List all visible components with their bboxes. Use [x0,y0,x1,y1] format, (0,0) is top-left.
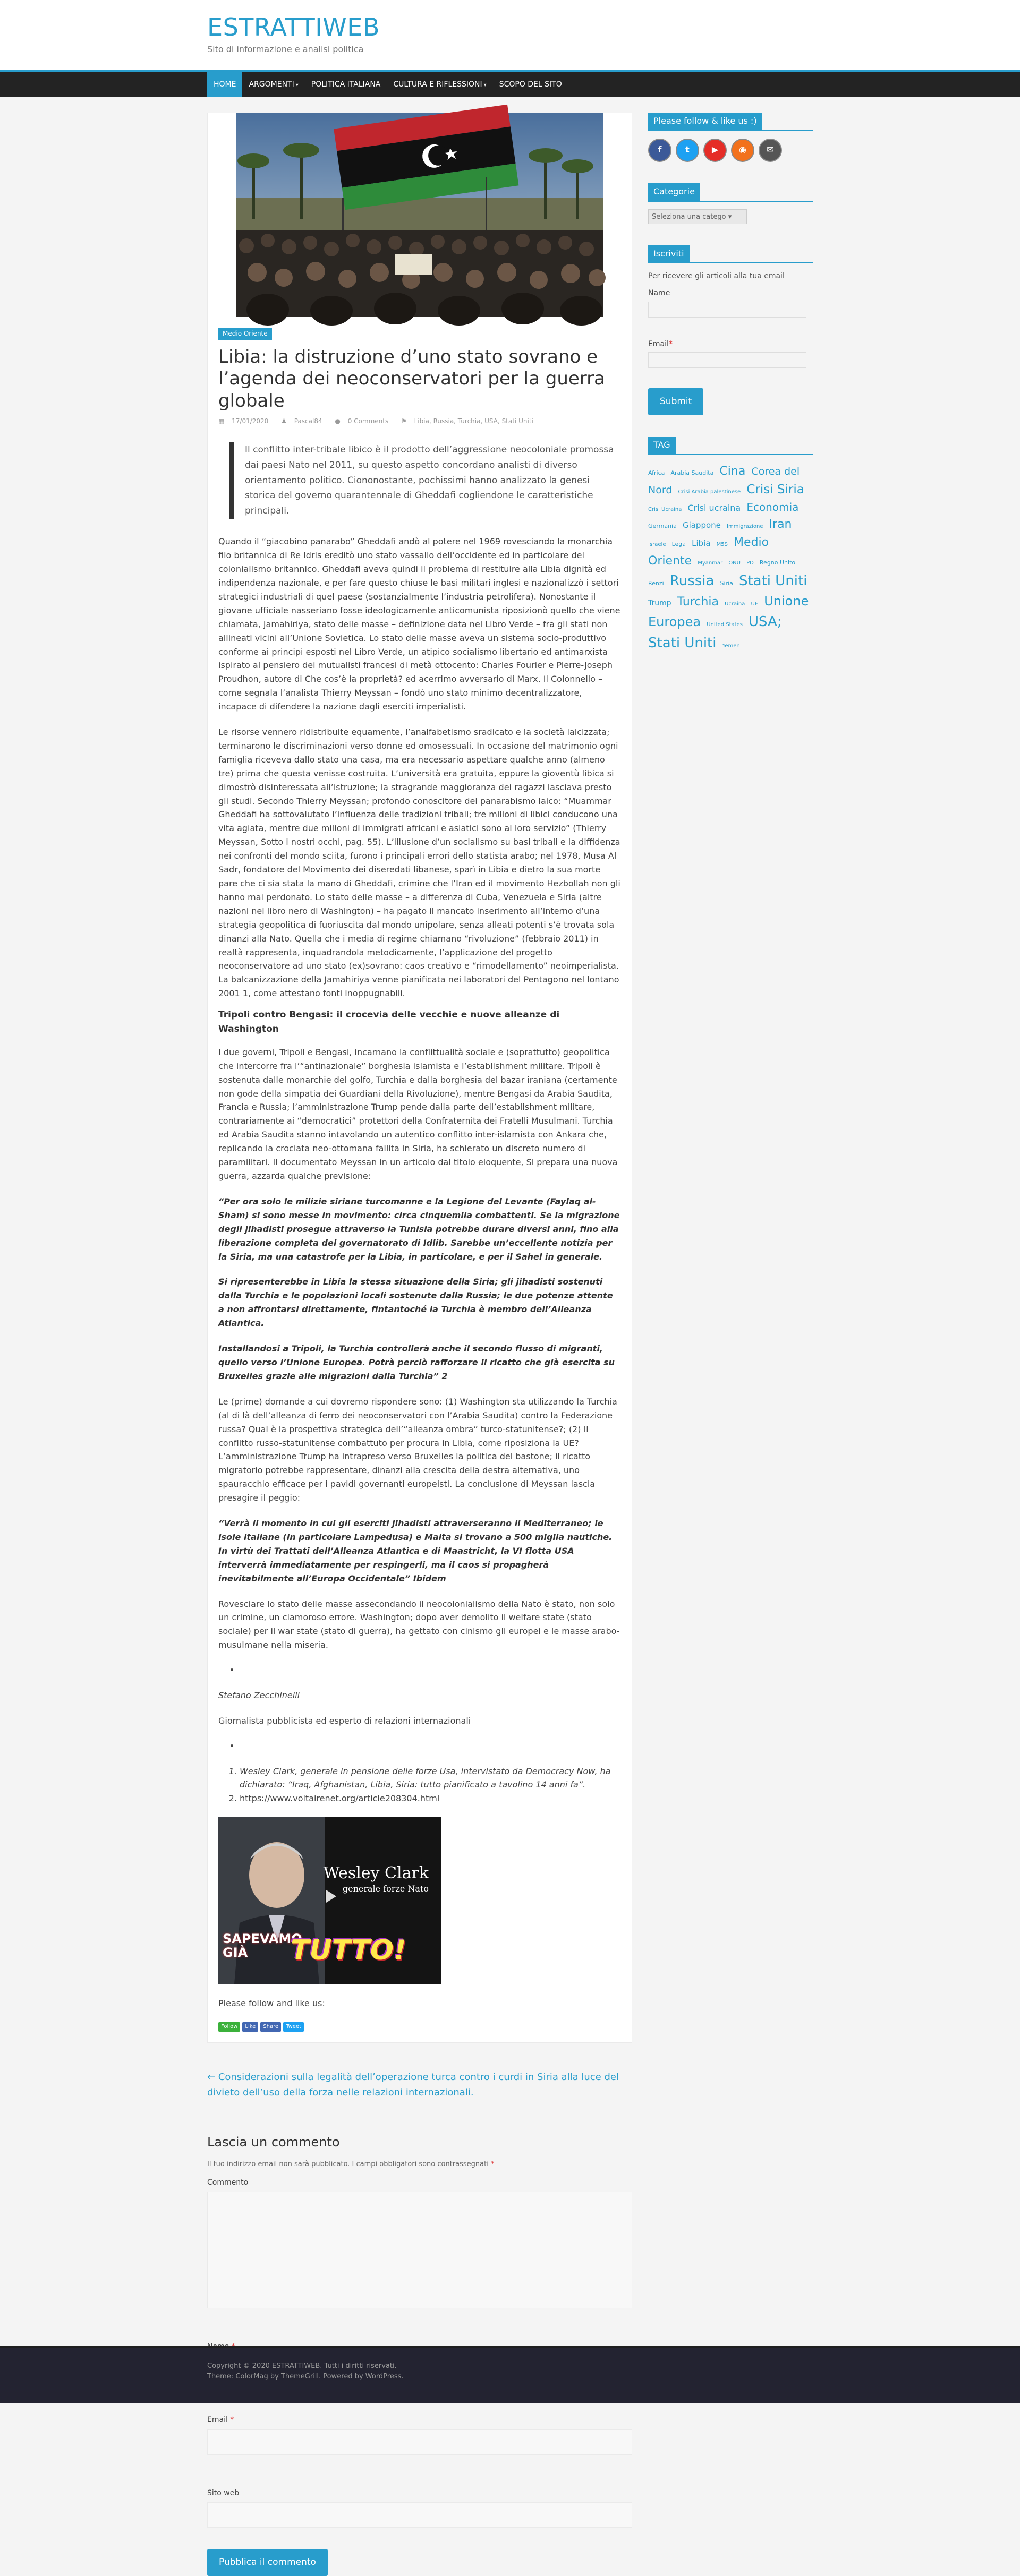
lead-quote: Il conflitto inter-tribale libico è il prodotto dell’aggressione neocoloniale promossa dai paesi Nato nel 2011, su questo aspetto concordano analisti di diverso orientamento politico. Ciononostante, pochissimi hanno analizzato la genesi storica del governo quarantennale di Gheddafi cogliendone le caratteristiche principali. [229,442,621,519]
facebook-share-button[interactable]: Share [260,2022,281,2032]
social-icons [648,139,813,162]
theme-credit: Theme: ColorMag by ThemeGrill. Powered by WordPress. [207,2372,404,2381]
tag-link[interactable]: United States [707,622,743,628]
tag-link[interactable]: Medio Oriente [648,536,769,568]
follow-email-button[interactable]: Follow [218,2022,240,2032]
subscribe-email-label: Email* [648,339,673,348]
tag-cloud [648,463,813,654]
section-heading: Tripoli contro Bengasi: il crocevia delle vecchie e nuove alleanze di Washington [218,1009,560,1034]
comment-textarea[interactable] [207,2192,632,2308]
date-meta[interactable]: ▦ 17/01/2020 [218,417,269,425]
prev-post-link[interactable]: ← Considerazioni sulla legalità dell’operazione turca contro i curdi in Siria alla luce del divieto dell’uso della forza nelle relazioni internazionali. [207,2071,619,2098]
featured-image[interactable] [236,113,604,317]
tag-link[interactable]: Crisi Arabia palestinese [678,489,741,495]
tag-link[interactable]: Germania [648,523,677,530]
paragraph: Le risorse vennero ridistribuite equamente, l’analfabetismo sradicato e la società laicizzata; terminarono le discriminazioni verso donne ed omosessuali. In occasione del matrimonio ogni famiglia riceveva dallo stato una casa, ma era necessario aspettare qualche anno (almeno tre) prima che questa venisse costruita. L’università era gratuita, eppure la gioventù libica si dimostrò disinteressata all’istruzione; la stragrande maggioranza dei ragazzi lasciava presto gli studi. Secondo Thierry Meyssan; profondo conoscitore del panarabismo laico: “Muammar Gheddafi ha sottovalutato l’influenza delle tradizioni tribali; tre milioni di libici conducono una vita agiata, mentre due milioni di immigrati africani e asiatici sono al loro servizio” (Thierry Meyssan, Sotto i nostri occhi, pag. 55). L’illusione d’un socialismo su basi tribali e la diffidenza nei confronti del mondo sciita, furono i principali errori dello statista arabo; nel 1978, Musa Al Sadr, fondatore del Movimento dei diseredati libanese, sparì in Libia e dietro la sua morte pare che ci sia stata la mano di Gheddafi, crimine che l’Iran ed il movimento Hezbollah non gli hanno mai perdonato. Lo stato delle masse – a differenza di Cuba, Venezuela e Siria (altre nazioni nel libro nero di Washington) – ha pagato il mancato inserimento all’interno d’una strategia geopolitica di fuoriuscita dal mondo unipolare, senza alleati potenti s’è trovata sola dinanzi alla Nato. Quella che i media di regime chiamano “rivoluzione” (febbraio 2011) in realtà rappresenta, inquadrandola metodicamente, l’applicazione del progetto neoconservatore ad uno stato (ex)sovrano: caos creativo e “rimodellamento” neoimperialista. La balcanizzazione della Jamahiriya venne pianificata nei laboratori del Pentagono nel lontano 2001 1, come attestano fonti inoppugnabili. [218,727,620,999]
nav-item-cultura[interactable]: CULTURA E RIFLESSIONI ▾ [393,80,487,89]
email-label: Email * [207,2416,234,2425]
tag-link[interactable]: Immigrazione [727,524,763,530]
subscribe-name-input[interactable] [648,302,806,318]
category-badge[interactable]: Medio Oriente [218,328,272,340]
tag-link[interactable]: Lega [672,541,686,548]
site-description: Sito di informazione e analisi politica [207,44,364,54]
quote-paragraph: Installandosi a Tripoli, la Turchia controllerà anche il secondo flusso di migranti, quello verso l’Unione Europea. Potrà perciò rafforzare il ricatto che già esercita su Bruxelles grazie alle migrazioni dalla Turchia” 2 [218,1343,615,1381]
empty-bullet-list [240,1740,621,1753]
tag-link[interactable]: Giappone [682,520,721,530]
paragraph: Quando il “giacobino panarabo” Gheddafi andò al potere nel 1969 rovesciando la monarchia filo britannica di Re Idris ereditò uno stato vassallo dell’occidente ed in particolare del colonialismo britannico. Gheddafi aveva quindi il problema di restituire alla Libia dignità ed indipendenza nazionale, e per fare questo chiuse le basi militari inglesi e nazionalizzò i settori strategici industriali di quel paese (sostanzialmente l’industria petrolifera). Nonostante il giovane ufficiale nasseriano fosse ideologicamente anticomunista riposizionò quello che viene chiamata, Jamahiriya, stato delle masse – definizione data nel Libro Verde – fra gli stati non allineati vicini all’Unione Sovietica. Lo stato delle masse aveva un sistema socio-produttivo conforme ai principi esposti nel Libro Verde, un atipico socialismo libertario ed antimarxista ispirato al pensiero dei mutualisti francesi di metà ottocento: Charles Fourier e Pierre-Joseph Proudhon, autore di Che cos’è la proprietà? ed acerrimo avversario di Marx. Il Colonnello – come segnala l’analista Thierry Meyssan – fondò uno stato minimo decentralizzatore, incapace di difendere la nazione dagli eserciti imperialisti. [218,536,620,712]
website-input[interactable] [207,2502,632,2528]
video-subtitle: generale forze Nato [342,1884,429,1894]
tag-link[interactable]: Libia [692,538,711,549]
tag-widget-title: TAG [648,437,676,454]
nav-item-home[interactable]: HOME [207,72,242,97]
site-title[interactable]: ESTRATTIWEB [207,13,380,41]
author-name: Stefano Zecchinelli [218,1690,300,1700]
footnote: 1. Wesley Clark, generale in pensione delle forze Usa, intervistato da Democracy Now, ha dichiarato: “Iraq, Afghanistan, Libia, Siria: tutto pianificato a tavolino 14 anni fa”. [240,1765,621,1792]
tag-link[interactable]: Regno Unito [759,559,796,566]
nav-item-politica-italiana[interactable]: POLITICA ITALIANA [311,80,381,89]
content-area [0,97,1020,2576]
tag-link[interactable]: Siria [720,579,733,587]
chevron-down-icon: ▾ [728,212,732,221]
subscribe-desc: Per ricevere gli articoli alla tua email [648,272,785,281]
quote-paragraph: Si ripresenterebbe in Libia la stessa situazione della Siria; gli jihadisti sostenuti dalla Turchia e le popolazioni locali sostenute dalla Russia; le due potenze attente a non affrontarsi direttamente, fintantoché la Turchia è membro dell’Alleanza Atlantica. [218,1277,613,1329]
paragraph: Le (prime) domande a cui dovremo rispondere sono: (1) Washington sta utilizzando la Turchia (al di là dell’alleanza di ferro dei neoconservatori con l’Arabia Saudita) contro la Federazione russa? Qual è la prospettiva strategica dell’“alleanza ombra” turco-statunitense?; (2) Il conflitto russo-statunitense combattuto per procura in Libia, come riposiziona la UE? L’amministrazione Trump ha intrapreso verso Bruxelles la politica del bastone; il ricatto migratorio potrebbe rappresentare, dinanzi alla crescita della destra alternativa, uno spauracchio efficace per i pavidi governanti europeisti. La conclusione di Meyssan lascia presagire il peggio: [218,1396,617,1503]
nav-item-scopo[interactable]: SCOPO DEL SITO [499,80,562,89]
tag-link[interactable]: Africa [648,469,665,476]
comment-heading: Lascia un commento [207,2135,340,2150]
twitter-icon[interactable]: t [676,139,699,162]
quote-paragraph: “Verrà il momento in cui gli eserciti jihadisti attraverseranno il Mediterraneo; le isole italiane (in particolare Lampedusa) e Malta si trovano a 500 miglia nautiche. In virtù dei Trattati dell’Alleanza Atlantica e di Maastricht, la VI flotta USA interverrà immediatamente per respingerli, ma il caos si propagherà inevitabilmente all’Europa Occidentale” Ibidem [218,1518,613,1584]
categories-widget-title: Categorie [648,183,700,201]
sidebar [648,113,813,675]
footnote-link[interactable]: 2. https://www.voltairenet.org/article208304.html [240,1792,621,1805]
subscribe-name-label: Name [648,289,670,298]
email-icon[interactable]: ✉ [759,139,782,162]
tag-link[interactable]: Yemen [722,643,740,649]
tag-link[interactable]: Crisi Siria [746,482,804,497]
facebook-icon[interactable]: f [648,139,672,162]
tag-link[interactable]: Myanmar [698,560,723,566]
footnotes [240,1765,621,1805]
tag-link[interactable]: Crisi ucraina [687,503,741,514]
subscribe-submit-button[interactable]: Submit [648,388,703,415]
chevron-down-icon: ▾ [295,82,299,88]
subscribe-email-input[interactable] [648,352,806,368]
categories-select[interactable]: Seleziona una catego ▾ [648,209,747,224]
tag-icon: ⚑ [401,417,409,425]
libya-crowd-image [236,113,604,317]
tag-link[interactable]: Renzi [648,579,664,587]
email-input[interactable] [207,2429,632,2455]
post-navigation [207,2059,632,2112]
tag-link[interactable]: Russia [669,572,715,589]
submit-comment-button[interactable]: Pubblica il commento [207,2549,328,2575]
empty-bullet-list [240,1664,621,1677]
user-icon: ♟ [281,417,289,425]
tag-link[interactable]: Arabia Saudita [670,469,714,476]
primary-column [207,113,632,2576]
author-role: Giornalista pubblicista ed esperto di relazioni internazionali [218,1715,471,1726]
tag-link[interactable]: Turchia [677,595,719,609]
tag-link[interactable]: Trump [648,598,672,607]
comment-note: Il tuo indirizzo email non sarà pubblicato. I campi obbligatori sono contrassegnati * [207,2160,495,2168]
closing-paragraph: Rovesciare lo stato delle masse assecondando il neocolonialismo della Nato è stato, non solo un crimine, un clamoroso errore. Washington; dopo aver demolito il welfare state (stato sociale) per il war state (stato di guerra), ha gettato con cinismo gli europei e le masse arabo-musulmane nella miseria. [218,1598,620,1650]
tag-link[interactable]: M5S [716,542,728,548]
video-thumbnail[interactable] [218,1817,441,1984]
video-name: Wesley Clark [323,1864,429,1883]
main-navigation [0,72,1020,97]
tag-link[interactable]: Iran [769,518,792,532]
subscribe-widget-title: Iscriviti [648,245,690,263]
article-title: Libia: la distruzione d’uno stato sovrano e l’agenda dei neoconservatori per la guerra globale [218,346,605,412]
paragraph: I due governi, Tripoli e Bengasi, incarnano la conflittualità sociale e (soprattutto) geopolitica che intercorre fra l’“antinazionale” borghesia islamista e l’establishment militare. Tripoli è sostenuta dalle monarchie del golfo, Turchia e dalla borghesia del bazar iraniana (certamente non gode della simpatia dei Guardiani della Rivoluzione), mentre Bengasi da Arabia Saudita, Francia e Russia; l’amministrazione Trump pende dalla parte dell’establishment militare, contrariamente ai “democratici” protettori della Confraternita dei Fratelli Musulmani. Turchia ed Arabia Saudita stanno intavolando un autentico conflitto inter-islamista con Ankara che, replicando la crociata neo-ottomana fallita in Siria, ha schierato un discreto numero di paramilitari. Il documentato Meyssan in un articolo dal titolo eloquente, Si prepara una nuova guerra, azzarda qualche previsione: [218,1047,618,1181]
author-meta[interactable]: ♟ Pascal84 [281,417,322,425]
calendar-icon: ▦ [218,417,227,425]
facebook-like-button[interactable]: Like [242,2022,258,2032]
follow-widget-title: Please follow & like us :) [648,113,762,130]
comment-icon: ● [335,417,343,425]
quote-paragraph: “Per ora solo le milizie siriane turcomanne e la Legione del Levante (Faylaq al-Sham) si sono messe in movimento: circa cinquemila combattenti. Se la migrazione degli jihadisti prosegue attraverso la Tunisia potrebbe durare diversi anni, fino alla liberazione completa del governatorato di Idlib. Sarebbe un’eccellente notizia per la Siria, ma una catastrofe per la Libia, in particolare, e per il Sahel in generale. [218,1196,620,1262]
rss-icon[interactable]: ◉ [731,139,754,162]
tag-link[interactable]: Israele [648,542,666,548]
share-row [218,2022,621,2032]
categories-widget [648,183,813,224]
tag-link[interactable]: UE [751,601,759,607]
copyright: Copyright © 2020 ESTRATTIWEB. Tutti i diritti riservati. [207,2362,397,2370]
site-header [0,0,1020,72]
entry-meta [218,416,621,426]
tag-link[interactable]: USA; Stati Uniti [648,614,782,652]
youtube-icon[interactable]: ▶ [703,139,727,162]
chevron-down-icon: ▾ [483,82,487,88]
tag-link[interactable]: Crisi Ucraina [648,507,682,513]
follow-widget [648,113,813,162]
tag-link[interactable]: PD [746,560,754,566]
tag-link[interactable]: Unione Europea [648,593,809,630]
follow-label: Please follow and like us: [218,1998,325,2009]
video-caption-tutto: TUTTO! [291,1935,406,1967]
comments-meta[interactable]: ● 0 Comments [335,417,389,425]
comment-label: Commento [207,2178,249,2187]
site-footer [0,2346,1020,2403]
article [207,113,632,2043]
tag-link[interactable]: Stati Uniti [738,572,808,589]
tags-meta[interactable]: ⚑ Libia, Russia, Turchia, USA, Stati Uniti [401,417,533,425]
subscribe-widget [648,245,813,415]
tag-link[interactable]: ONU [728,560,741,566]
tag-widget [648,437,813,654]
tag-link[interactable]: Ucraina [725,601,745,607]
tweet-button[interactable]: Tweet [283,2022,304,2032]
entry-content [218,442,621,2032]
video-caption-left: SAPEVAMO GIÀ [223,1931,302,1960]
website-label: Sito web [207,2488,240,2497]
nav-item-argomenti[interactable]: ARGOMENTI ▾ [249,80,299,89]
tag-link[interactable]: Corea del Nord [648,465,800,496]
tag-link[interactable]: Cina [719,464,746,478]
tag-link[interactable]: Economia [746,501,799,514]
